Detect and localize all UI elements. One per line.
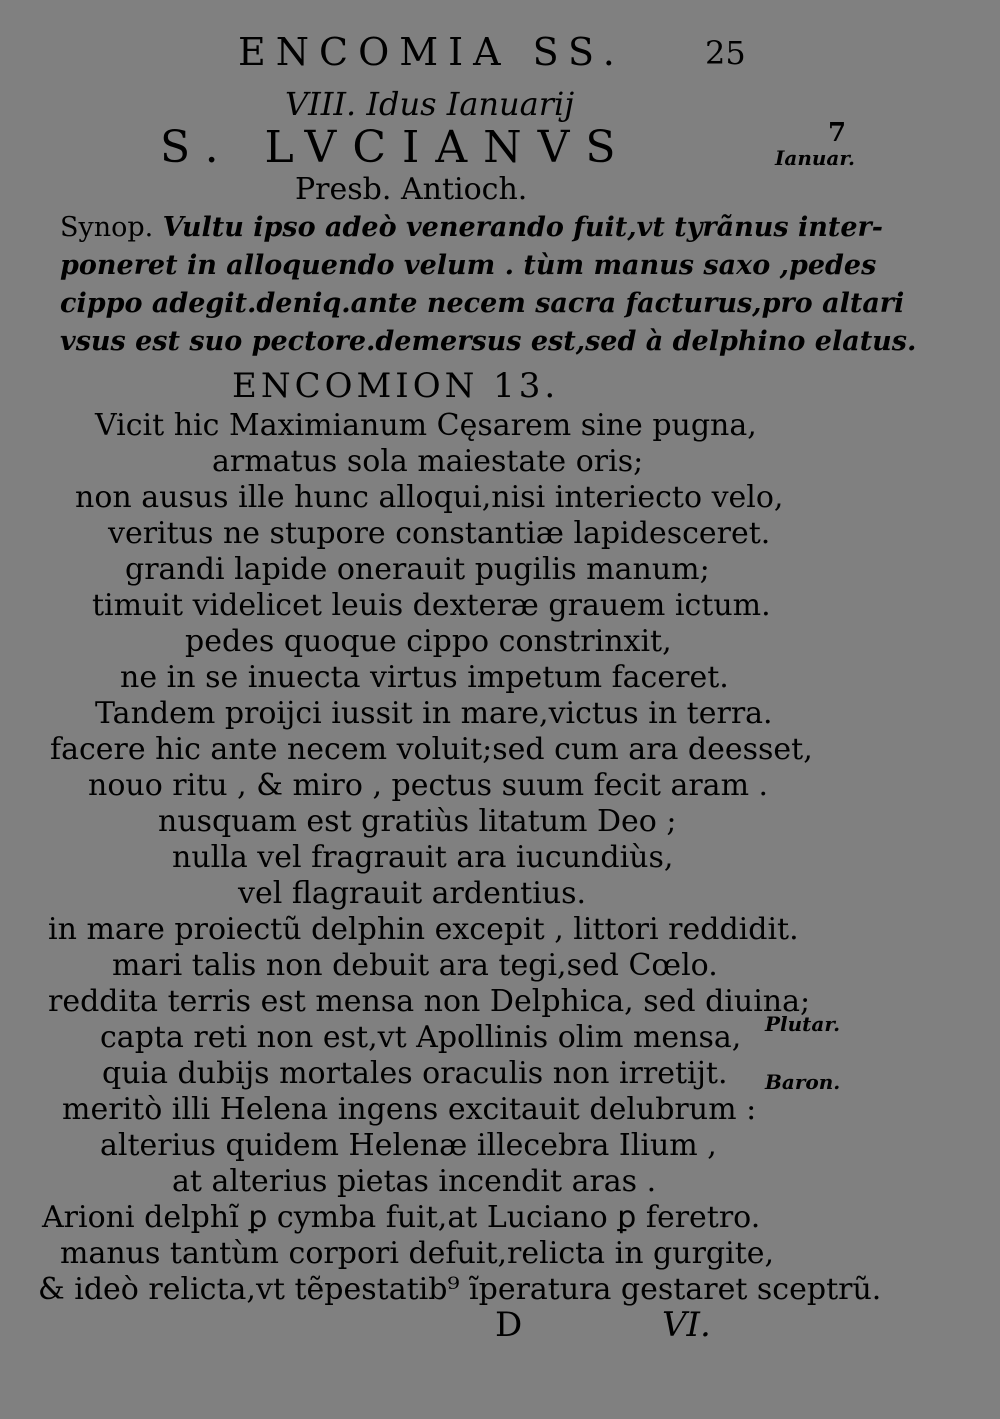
- verse-line: grandi lapide onerauit pugilis manum;: [125, 552, 710, 587]
- verse-line: Vicit hic Maximianum Cęsarem sine pugna,: [95, 408, 757, 443]
- verse-line: nulla vel fragrauit ara iucundiùs,: [172, 840, 674, 875]
- verse-line: capta reti non est,vt Apollinis olim mensa,: [100, 1020, 742, 1055]
- synopsis-line: poneret in alloquendo velum . tùm manus saxo ,pedes: [60, 250, 877, 281]
- margin-note-baronius: Baron.: [765, 1070, 841, 1094]
- verse-line: quia dubijs mortales oraculis non irretijt.: [102, 1056, 728, 1091]
- verse-line: veritus ne stupore constantiæ lapidesceret.: [108, 516, 771, 551]
- verse-line: timuit videlicet leuis dexteræ grauem ictum.: [92, 588, 771, 623]
- synopsis-text: Vultu ipso adeò venerando fuit,vt tyrãnus inter-: [162, 212, 883, 243]
- verse-line: armatus sola maiestate oris;: [212, 444, 644, 479]
- saint-name-heading: S. LVCIANVS: [160, 122, 632, 173]
- verse-line: Arioni delphĩ ꝑ cymba fuit,at Luciano ꝑ feretro.: [42, 1200, 761, 1235]
- verse-line: alterius quidem Helenæ illecebra Ilium ,: [100, 1128, 717, 1163]
- verse-line: vel flagrauit ardentius.: [238, 876, 587, 911]
- saint-subtitle: Presb. Antioch.: [295, 172, 528, 207]
- verse-line: mari talis non debuit ara tegi,sed Cœlo.: [112, 948, 718, 983]
- verse-line: in mare proiectũ delphin excepit , littori reddidit.: [48, 912, 799, 947]
- signature-mark: D: [495, 1305, 523, 1345]
- verse-line: manus tantùm corpori defuit,relicta in gurgite,: [60, 1236, 775, 1271]
- catchword: VI.: [662, 1305, 711, 1345]
- verse-line: nusquam est gratiùs litatum Deo ;: [158, 804, 677, 839]
- verse-line: pedes quoque cippo constrinxit,: [185, 624, 672, 659]
- verse-line: non ausus ille hunc alloqui,nisi interiecto velo,: [75, 480, 784, 515]
- verse-line: facere hic ante necem voluit;sed cum ara deesset,: [50, 732, 813, 767]
- synopsis-line: [60, 212, 883, 243]
- margin-date-month: Ianuar.: [775, 146, 856, 170]
- verse-line: reddita terris est mensa non Delphica, sed diuina;: [48, 984, 811, 1019]
- synopsis-label: Synop.: [60, 212, 154, 243]
- verse-line: ne in se inuecta virtus impetum faceret.: [120, 660, 729, 695]
- verse-line: at alterius pietas incendit aras .: [172, 1164, 657, 1199]
- margin-note-plutarch: Plutar.: [765, 1012, 841, 1036]
- page-number: 25: [705, 34, 746, 72]
- encomion-heading: ENCOMION 13.: [232, 366, 560, 406]
- verse-line: & ideò relicta,vt tẽpestatib⁹ ĩperatura gestaret sceptrũ.: [38, 1272, 882, 1307]
- feast-day-line: VIII. Idus Ianuarij: [285, 85, 575, 123]
- verse-line: meritò illi Helena ingens excitauit delubrum :: [62, 1092, 757, 1127]
- verse-line: nouo ritu , & miro , pectus suum fecit aram .: [88, 768, 769, 803]
- synopsis-line: vsus est suo pectore.demersus est,sed à delphino elatus.: [60, 326, 917, 357]
- running-header: ENCOMIA SS.: [238, 30, 625, 74]
- verse-line: Tandem proijci iussit in mare,victus in terra.: [95, 696, 773, 731]
- margin-date-number: 7: [828, 118, 847, 148]
- synopsis-line: cippo adegit.deniq.ante necem sacra facturus,pro altari: [60, 288, 905, 319]
